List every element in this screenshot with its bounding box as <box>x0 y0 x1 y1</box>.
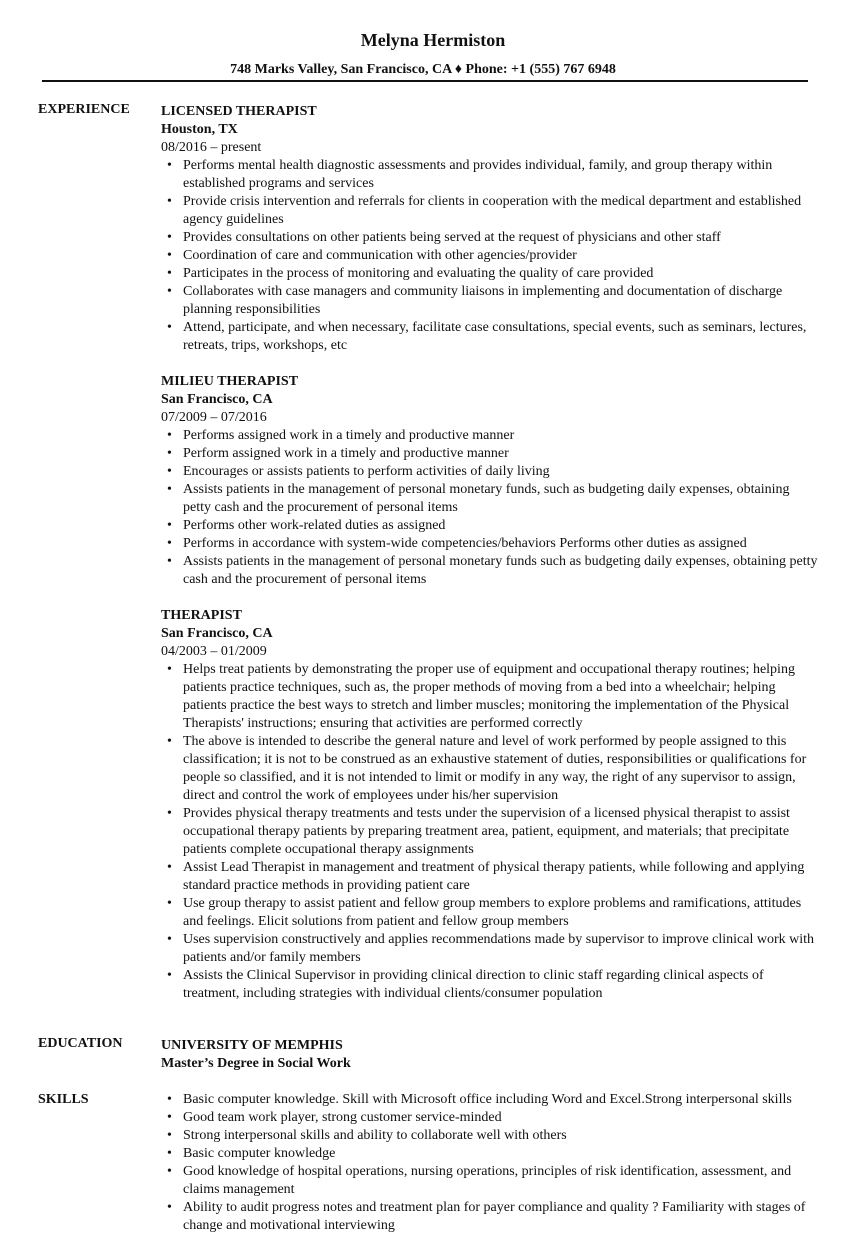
job-location: San Francisco, CA <box>161 626 273 641</box>
list-item: • Provides consultations on other patients being served at the request of physicians and other staff <box>183 229 821 247</box>
skills-section <box>161 1091 821 1235</box>
job-location: Houston, TX <box>161 122 238 137</box>
list-item: • Attend, participate, and when necessary, facilitate case consultations, special events, such as seminars, lectures, retreats, trips, workshops, etc <box>183 319 821 355</box>
list-item: • Collaborates with case managers and community liaisons in implementing and documentation of discharge planning responsibilities <box>183 283 821 319</box>
contact-line: 748 Marks Valley, San Francisco, CA ♦ Phone: +1 (555) 767 6948 <box>230 62 616 77</box>
job-duties <box>161 157 821 355</box>
job-entry <box>161 373 821 589</box>
list-item: • The above is intended to describe the general nature and level of work performed by people assigned to this classification; it is not to be construed as an exhaustive statement of duties, responsibilities or qualifications for people so classified, and it is not intended to limit or modify in any way, the right of any supervisor to assign, direct and control the work of employees under his/her supervision <box>183 733 821 805</box>
job-dates: 04/2003 – 01/2009 <box>161 644 267 659</box>
header-divider <box>42 80 808 82</box>
skills-label: SKILLS <box>38 1092 89 1107</box>
job-title: MILIEU THERAPIST <box>161 374 299 389</box>
job-dates: 07/2009 – 07/2016 <box>161 410 267 425</box>
degree: Master’s Degree in Social Work <box>161 1056 351 1071</box>
job-title: THERAPIST <box>161 608 242 623</box>
list-item: • Participates in the process of monitoring and evaluating the quality of care provided <box>183 265 821 283</box>
school-name: UNIVERSITY OF MEMPHIS <box>161 1038 343 1053</box>
job-entry <box>161 103 821 355</box>
list-item: • Assists patients in the management of personal monetary funds, such as budgeting daily expenses, obtaining petty cash and the procurement of personal items <box>183 481 821 517</box>
list-item: • Provides physical therapy treatments and tests under the supervision of a licensed physical therapist to assist occupational therapy patients by preparing treatment area, patient, equipment, and materials; that precipitate patients complete occupational therapy assignments <box>183 805 821 859</box>
list-item: • Performs in accordance with system-wide competencies/behaviors Performs other duties as assigned <box>183 535 821 553</box>
candidate-name: Melyna Hermiston <box>360 30 506 50</box>
list-item: • Performs mental health diagnostic assessments and provides individual, family, and group therapy within established programs and services <box>183 157 821 193</box>
job-duties <box>161 427 821 589</box>
education-section <box>161 1037 821 1073</box>
job-entry <box>161 607 821 1003</box>
list-item: • Good knowledge of hospital operations, nursing operations, principles of risk identification, assessment, and claims management <box>183 1163 821 1199</box>
list-item: • Use group therapy to assist patient and fellow group members to explore problems and ramifications, attitudes and feelings. Elicit solutions from patient and fellow group members <box>183 895 821 931</box>
job-duties <box>161 661 821 1003</box>
job-dates: 08/2016 – present <box>161 140 262 155</box>
list-item: • Encourages or assists patients to perform activities of daily living <box>183 463 821 481</box>
experience-section <box>161 103 821 1021</box>
list-item: • Performs assigned work in a timely and productive manner <box>183 427 821 445</box>
list-item: • Uses supervision constructively and applies recommendations made by supervisor to improve clinical work with patients and/or family members <box>183 931 821 967</box>
list-item: • Performs other work-related duties as assigned <box>183 517 821 535</box>
job-location: San Francisco, CA <box>161 392 273 407</box>
list-item: • Basic computer knowledge <box>183 1145 821 1163</box>
list-item: • Assist Lead Therapist in management and treatment of physical therapy patients, while following and applying standard practice methods in providing patient care <box>183 859 821 895</box>
list-item: • Ability to audit progress notes and treatment plan for payer compliance and quality ? Familiarity with stages of change and motivational interviewing <box>183 1199 821 1235</box>
list-item: • Helps treat patients by demonstrating the proper use of equipment and occupational therapy routines; helping patients practice techniques, such as, the proper methods of moving from a bed into a wheelchair; helping patients practice the best ways to stretch and limber muscles; monitoring the implementation of the Physical Therapists' instructions; ensuring that activities are performed correctly <box>183 661 821 733</box>
experience-label: EXPERIENCE <box>38 102 130 117</box>
list-item: • Strong interpersonal skills and ability to collaborate well with others <box>183 1127 821 1145</box>
skills-list <box>161 1091 821 1235</box>
list-item: • Basic computer knowledge. Skill with Microsoft office including Word and Excel.Strong interpersonal skills <box>183 1091 821 1109</box>
list-item: • Provide crisis intervention and referrals for clients in cooperation with the medical department and established agency guidelines <box>183 193 821 229</box>
job-title: LICENSED THERAPIST <box>161 104 317 119</box>
education-label: EDUCATION <box>38 1036 123 1051</box>
list-item: • Perform assigned work in a timely and productive manner <box>183 445 821 463</box>
list-item: • Assists patients in the management of personal monetary funds such as budgeting daily expenses, obtaining petty cash and the procurement of personal items <box>183 553 821 589</box>
list-item: • Good team work player, strong customer service-minded <box>183 1109 821 1127</box>
list-item: • Coordination of care and communication with other agencies/provider <box>183 247 821 265</box>
list-item: • Assists the Clinical Supervisor in providing clinical direction to clinic staff regarding clinical aspects of treatment, including strategies with individual clients/consumer population <box>183 967 821 1003</box>
